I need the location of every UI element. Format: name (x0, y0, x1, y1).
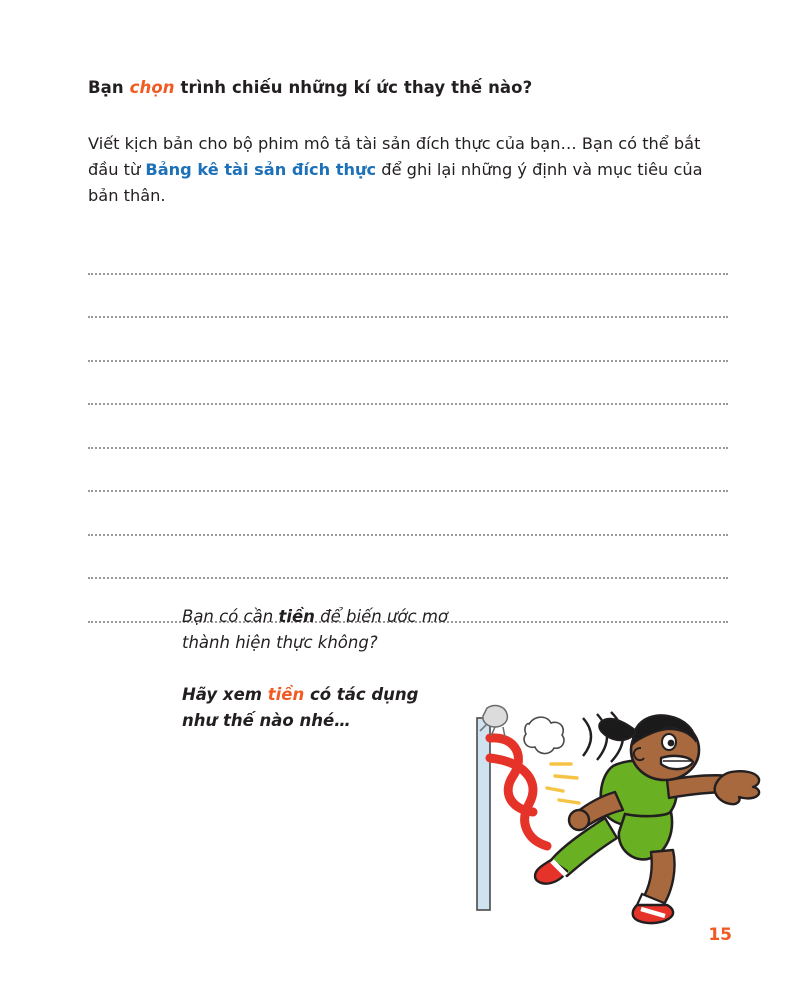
writing-line[interactable] (88, 449, 728, 493)
writing-line[interactable] (88, 536, 728, 580)
prompt-question-part-2: để biến ước mơ (314, 607, 448, 626)
runner-illustration (455, 700, 775, 930)
page-number: 15 (708, 925, 732, 945)
prompt-question-line-2: thành hiện thực không? (182, 632, 378, 652)
prompt-question-bold-word: tiền (278, 607, 315, 626)
question-heading-part-2: trình chiếu những kí ức thay thế nào? (174, 78, 533, 97)
prompt-callout-part-2: có tác dụng (304, 685, 419, 705)
writing-line[interactable] (88, 405, 728, 449)
instruction-reference-link: Bảng kê tài sản đích thực (145, 159, 377, 179)
prompt-callout-line-2: như thế nào nhé… (182, 710, 351, 730)
question-heading-part-1: Bạn (88, 78, 130, 97)
writing-line[interactable] (88, 275, 728, 319)
instruction-paragraph (88, 131, 728, 210)
writing-line[interactable] (88, 492, 728, 536)
prompt-callout-highlight: tiền (267, 685, 305, 705)
writing-line[interactable] (88, 231, 728, 275)
prompt-callout-part-1: Hãy xem (182, 685, 268, 705)
question-heading-highlight: chọn (129, 78, 175, 97)
writing-line[interactable] (88, 318, 728, 362)
page-content (88, 76, 728, 623)
question-heading (88, 76, 728, 101)
instruction-part-2: để ghi lại những ý định và mục tiêu của bản thân. (88, 159, 703, 206)
instruction-part-1: Viết kịch bản cho bộ phim mô tả tài sản đích thực của bạn… Bạn có thể bắt đầu từ (88, 133, 701, 179)
writing-line[interactable] (88, 362, 728, 406)
prompt-question (182, 604, 562, 655)
writing-lines (88, 231, 728, 623)
prompt-question-part-1: Bạn có cần (182, 607, 279, 626)
